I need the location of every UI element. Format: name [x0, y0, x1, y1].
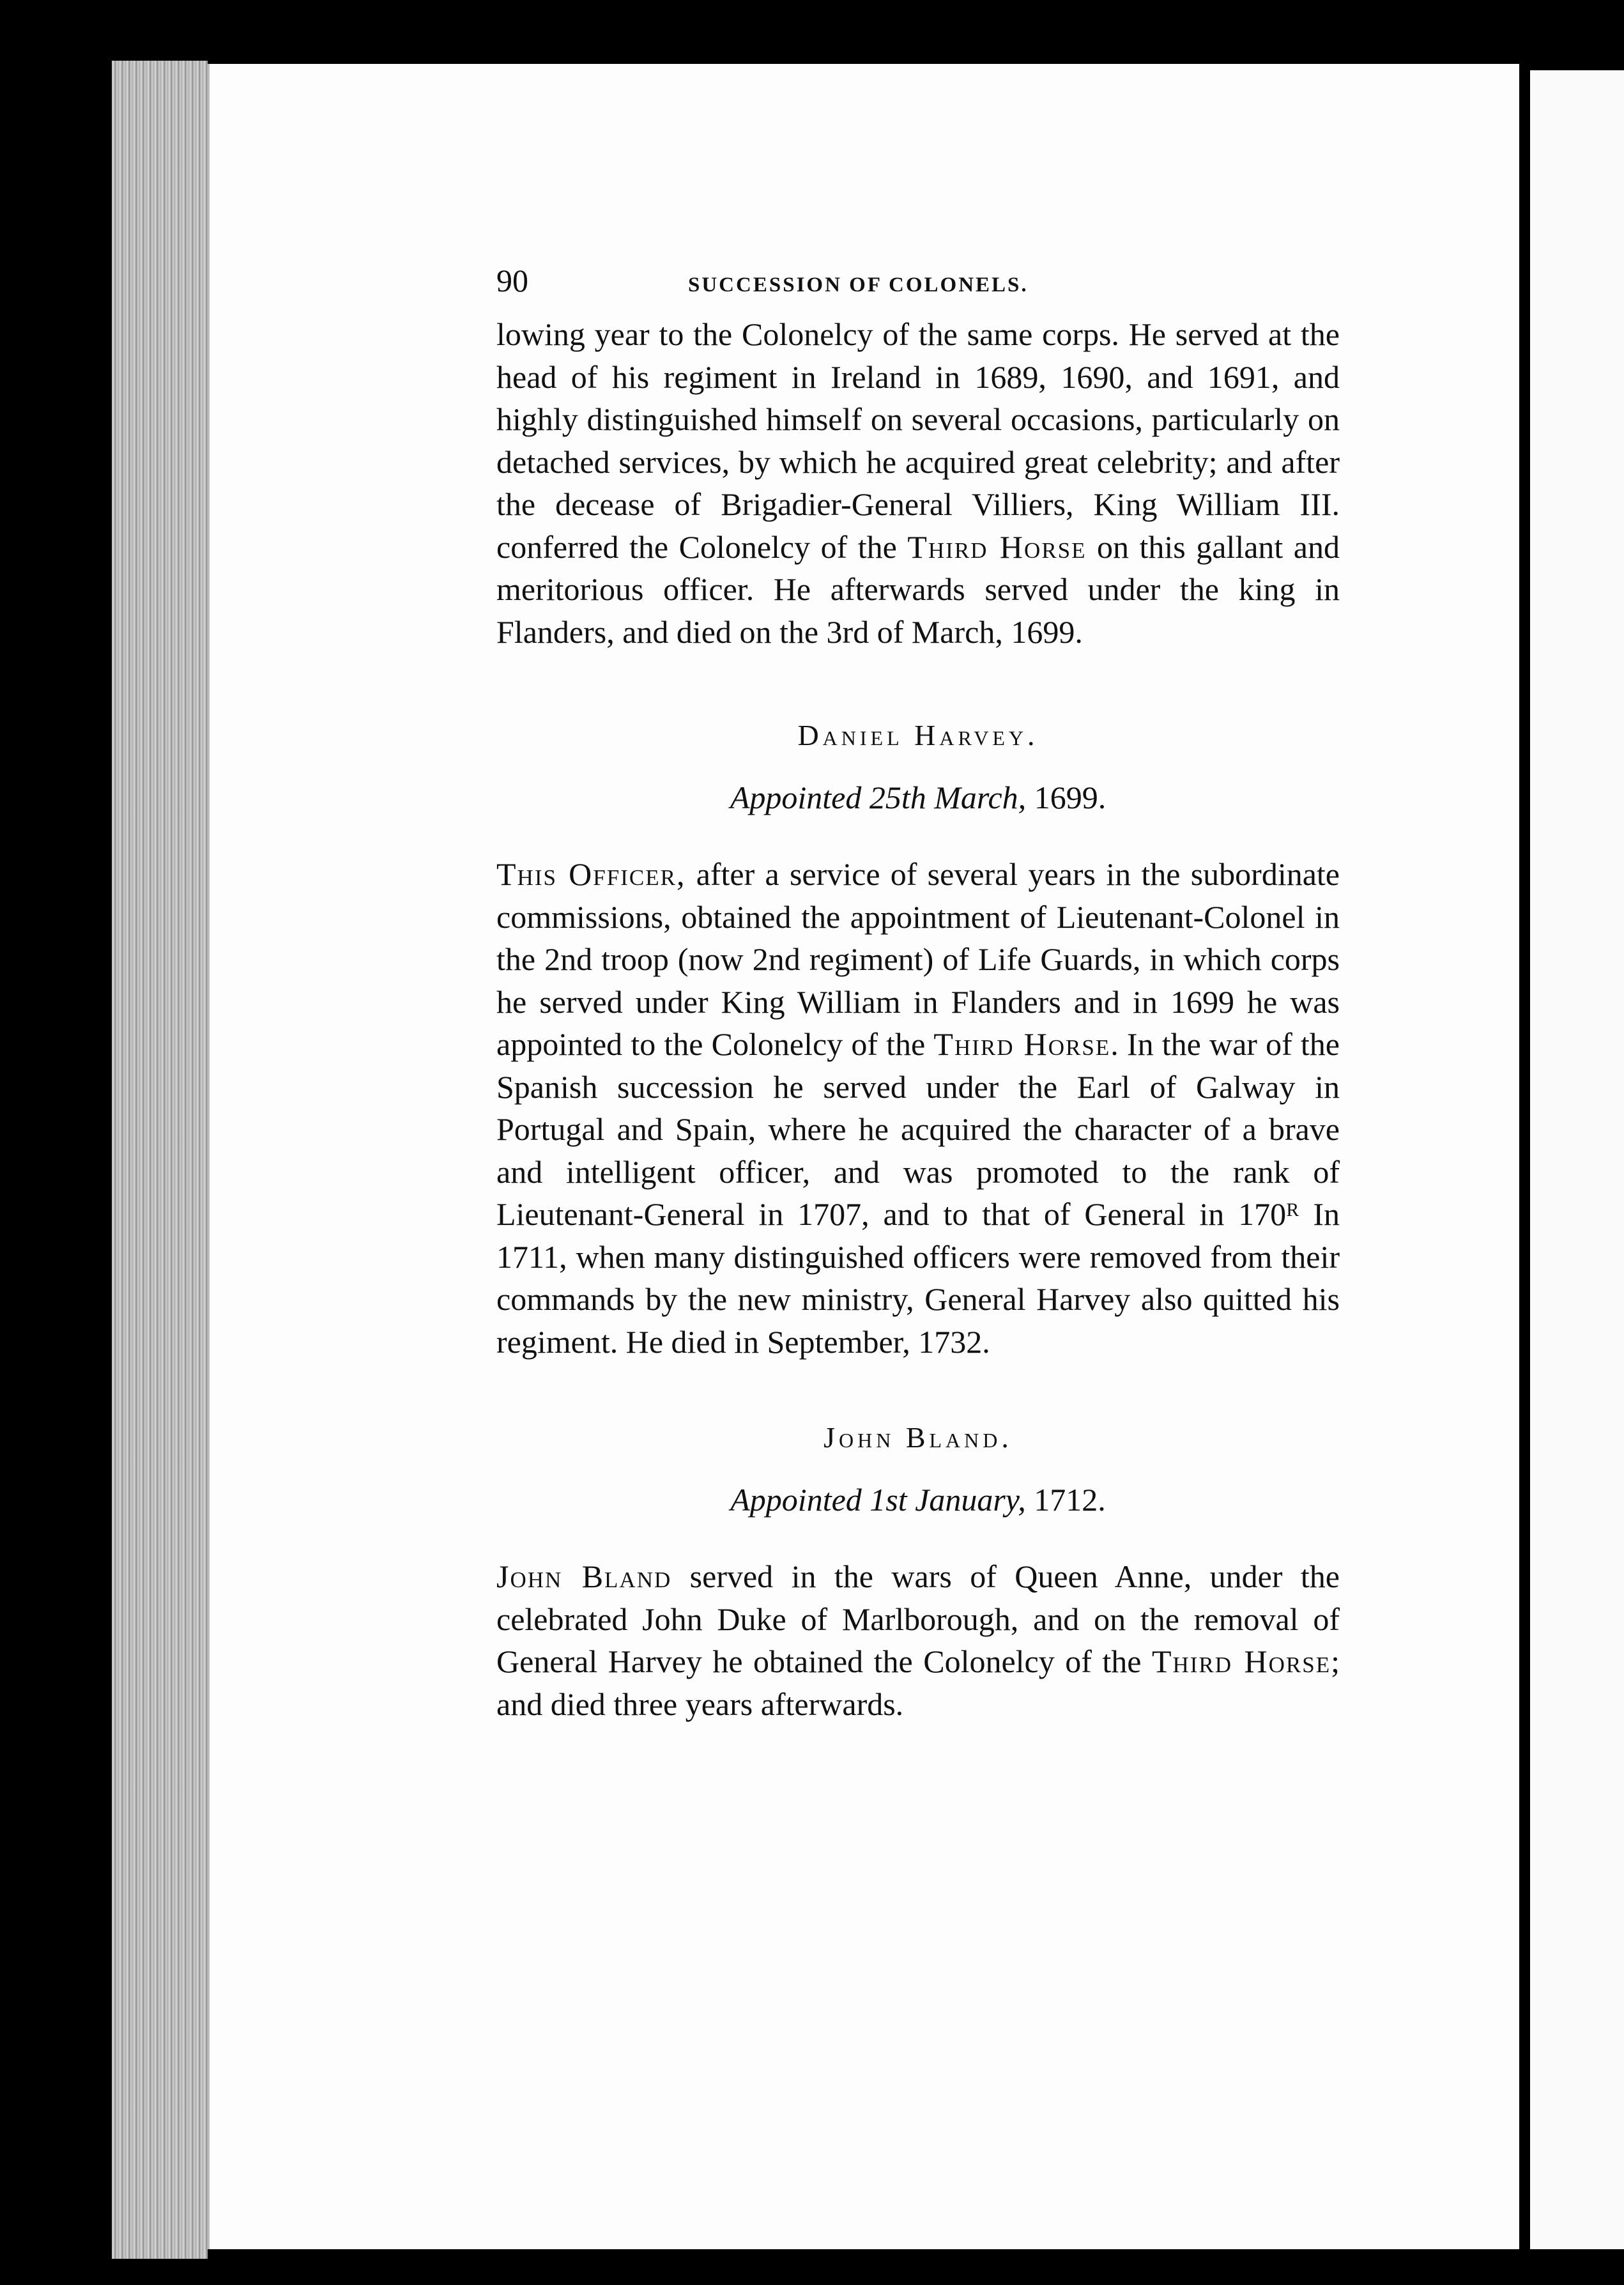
appointment-line-bland — [496, 1481, 1340, 1518]
appointment-line-harvey — [496, 779, 1340, 816]
running-head — [496, 262, 1340, 307]
appointed-date: 25th March, — [869, 780, 1027, 815]
text-run: ; and died three years afterwards. — [496, 1643, 1340, 1722]
appointed-year: 1712. — [1034, 1482, 1106, 1518]
lead-in: John Bland — [496, 1558, 672, 1594]
page-text — [496, 262, 1340, 1725]
page-edges — [112, 61, 208, 2259]
smallcaps-run: Third Horse — [1151, 1643, 1331, 1679]
appointed-year: 1699. — [1034, 780, 1107, 815]
bland-paragraph — [496, 1555, 1340, 1725]
running-title: SUCCESSION OF COLONELS. — [688, 273, 1029, 296]
smallcaps-run: Third Horse — [907, 528, 1087, 565]
lead-in: This Officer, — [496, 856, 686, 892]
appointed-label: Appointed — [730, 1482, 862, 1518]
text-run: served in the wars of Queen Anne, under the celebrated John Duke of Marlborough, and on the removal of General Harvey he obtained the Colonelcy of the — [496, 1558, 1340, 1679]
text-run: after a service of several years in the subordinate commissions, obtained the appointment of Lieutenant-Colonel in the 2nd troop (now 2nd regiment) of Life Guards, in which corps he served under King William in Flanders and in 1699 he was appointed to the Colonelcy of the — [496, 856, 1340, 1062]
appointed-label: Appointed — [730, 780, 862, 815]
harvey-paragraph — [496, 853, 1340, 1363]
text-run: . In the war of the Spanish succession he served under the Earl of Galway in Portugal and Spain, where he acquired the character of a brave and intelligent officer, and was promoted to the rank of Lieutenant-General in 1707, and to that of General in 170ᴿ In 1711, when many distinguished officers were removed from their commands by the new ministry, General Harvey also quitted his regiment. He died in September, 1732. — [496, 1026, 1340, 1360]
facing-page-edge — [1530, 70, 1624, 2249]
text-run: on this gallant and meritorious officer. He afterwards served under the king in Flanders, and died on the 3rd of March, 1699. — [496, 528, 1340, 650]
section-heading-harvey: Daniel Harvey. — [797, 719, 1039, 751]
smallcaps-run: Third Horse — [933, 1026, 1111, 1062]
continued-paragraph — [496, 313, 1340, 653]
section-heading-bland: John Bland. — [823, 1421, 1013, 1454]
appointed-date: 1st January, — [869, 1482, 1026, 1518]
text-run: lowing year to the Colonelcy of the same corps. He served at the head of his regiment in Ireland in 1689, 1690, and 1691, and highly distinguished himself on several occasions, particularly on detached services, by which he acquired great celebrity; and after the decease of Brigadier-General Villiers, King William III. conferred the Colonelcy of the — [496, 316, 1340, 565]
page-number: 90 — [496, 263, 528, 298]
